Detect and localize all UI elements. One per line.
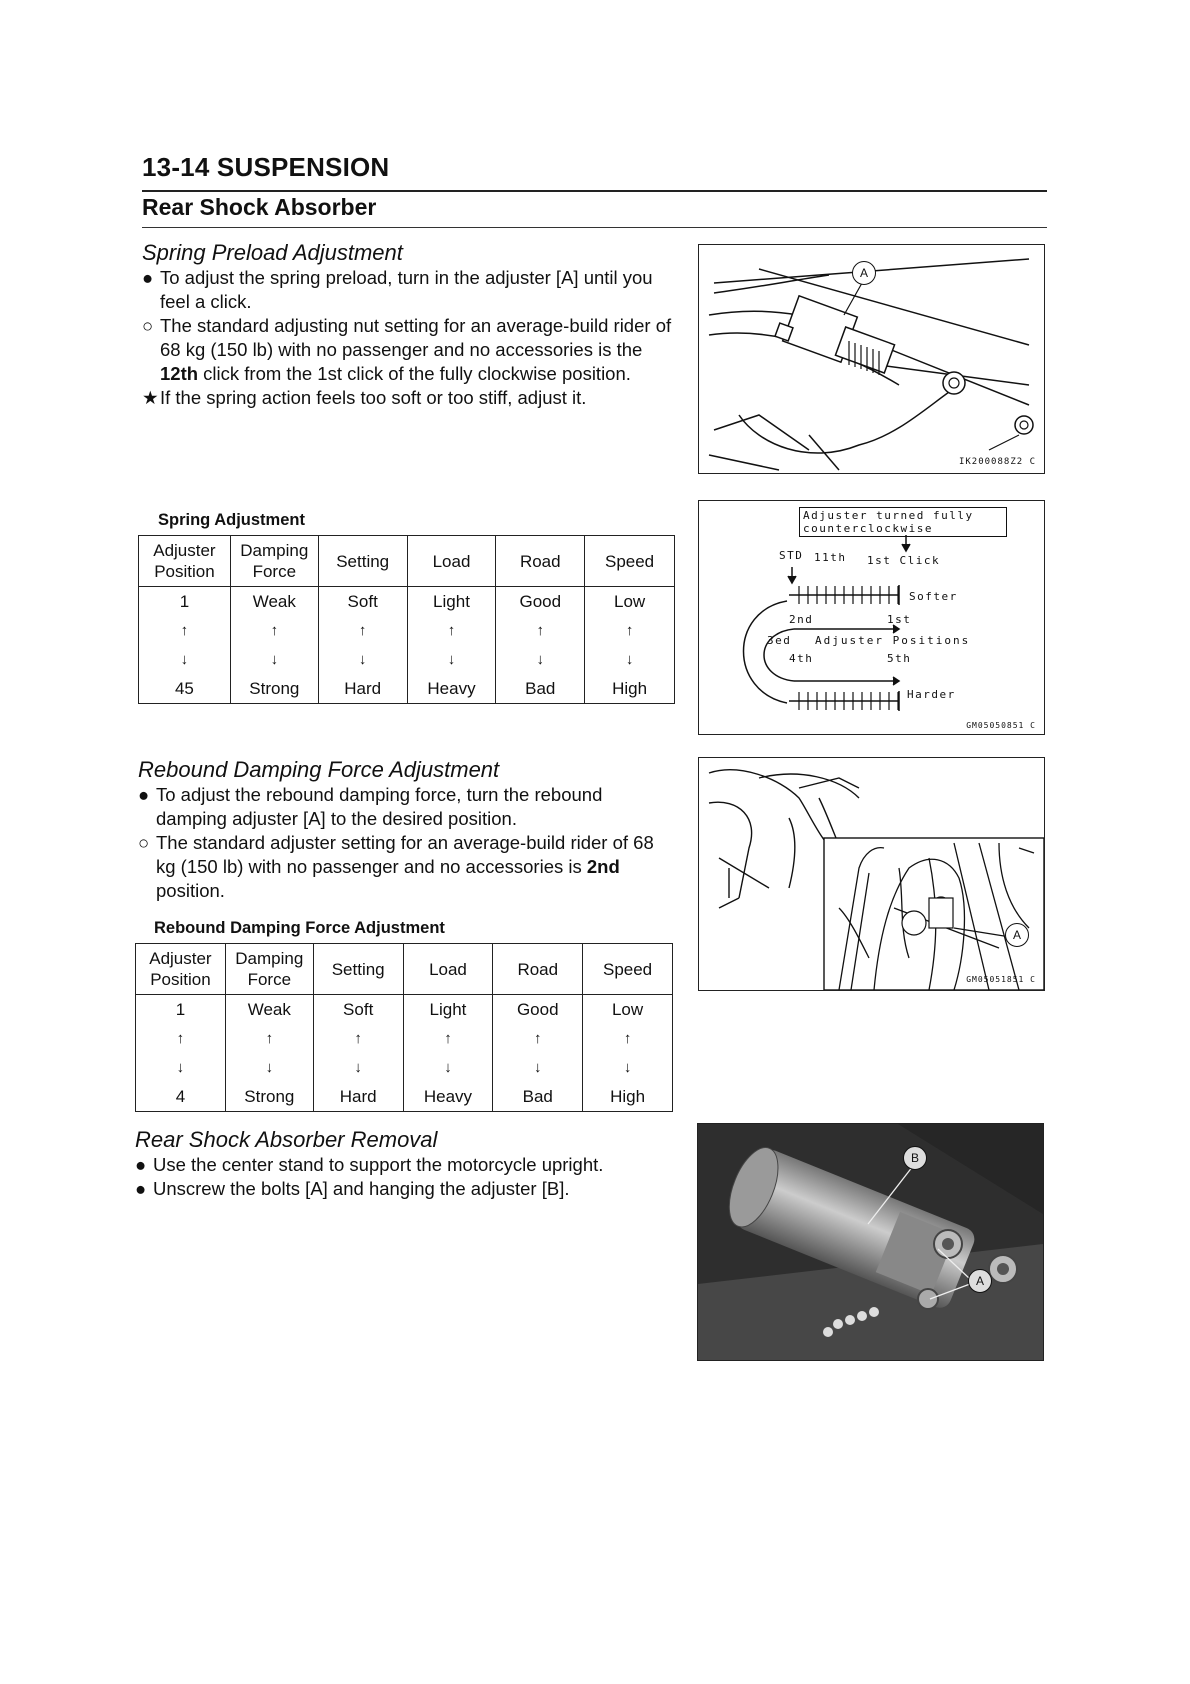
bullet-text: click from the 1st click of the fully clockwise position. <box>198 363 631 384</box>
col-header: Road <box>496 536 585 587</box>
down-arrow-icon: ↓ <box>225 1053 313 1082</box>
table-cell: Heavy <box>407 674 496 704</box>
table-cell: Strong <box>230 674 318 704</box>
fifth-position-label: 5th <box>887 652 912 665</box>
col-header: Load <box>407 536 496 587</box>
bullet-marker: ● <box>135 1178 147 1199</box>
adjuster-positions-label: Adjuster Positions <box>815 634 971 647</box>
table-cell: Good <box>496 587 585 617</box>
bullet-text: If the spring action feels too soft or too stiff, adjust it. <box>160 387 587 408</box>
figure-adjuster-positions <box>698 500 1045 735</box>
up-arrow-icon: ↑ <box>230 616 318 645</box>
down-arrow-icon: ↓ <box>496 645 585 674</box>
table-cell: Hard <box>313 1082 403 1112</box>
removal-text <box>135 1153 675 1201</box>
figure-code: GM05051851 C <box>966 975 1036 984</box>
rebound-table <box>135 943 673 1112</box>
up-arrow-icon: ↑ <box>585 616 675 645</box>
up-arrow-icon: ↑ <box>225 1024 313 1053</box>
rebound-table-title: Rebound Damping Force Adjustment <box>154 919 445 937</box>
up-arrow-icon: ↑ <box>407 616 496 645</box>
softer-label: Softer <box>909 590 958 603</box>
bullet-marker: ● <box>135 1154 147 1175</box>
bullet-text: To adjust the spring preload, turn in the adjuster [A] until you feel a click. <box>160 267 653 312</box>
bullet-text: Use the center stand to support the motorcycle upright. <box>153 1154 604 1175</box>
figure-code: GM05050851 C <box>966 721 1036 730</box>
section-rule <box>142 227 1047 228</box>
down-arrow-icon: ↓ <box>136 1053 226 1082</box>
table-cell: Soft <box>313 995 403 1025</box>
table-cell: 45 <box>139 674 231 704</box>
table-header-row <box>139 536 675 587</box>
down-arrow-icon: ↓ <box>585 645 675 674</box>
table-cell: 1 <box>139 587 231 617</box>
third-position-label: 3ed <box>767 634 792 647</box>
table-header-row <box>136 944 673 995</box>
list-item <box>135 1153 675 1177</box>
callout-a: A <box>968 1269 992 1293</box>
table-cell: High <box>585 674 675 704</box>
list-item <box>138 783 676 831</box>
bullet-text: position. <box>156 880 225 901</box>
down-arrow-icon: ↓ <box>583 1053 673 1082</box>
table-cell: Light <box>403 995 493 1025</box>
spring-preload-heading: Spring Preload Adjustment <box>142 240 403 265</box>
up-arrow-icon: ↑ <box>403 1024 493 1053</box>
fully-ccw-label: Adjuster turned fully counterclockwise <box>799 507 1007 537</box>
col-header: Damping Force <box>230 536 318 587</box>
up-arrow-icon: ↑ <box>583 1024 673 1053</box>
bullet-text: The standard adjusting nut setting for an average-build rider of 68 kg (150 lb) with no passenger and no accessories is the <box>160 315 672 360</box>
up-arrow-icon: ↑ <box>493 1024 583 1053</box>
spring-table-title: Spring Adjustment <box>158 511 305 529</box>
chapter-title: 13-14 SUSPENSION <box>142 152 390 182</box>
bullet-bold: 12th <box>160 363 199 384</box>
removal-heading: Rear Shock Absorber Removal <box>135 1127 438 1152</box>
col-header: Speed <box>585 536 675 587</box>
figure-code: IK200088Z2 C <box>958 457 1036 467</box>
col-header: Road <box>493 944 583 995</box>
up-arrow-icon: ↑ <box>496 616 585 645</box>
table-row <box>139 674 675 704</box>
table-cell: Light <box>407 587 496 617</box>
table-cell: Good <box>493 995 583 1025</box>
col-header: Load <box>403 944 493 995</box>
col-header: Adjuster Position <box>139 536 231 587</box>
table-row <box>136 1024 673 1053</box>
table-cell: Bad <box>493 1082 583 1112</box>
list-item <box>142 266 676 314</box>
table-cell: Weak <box>225 995 313 1025</box>
table-cell: Bad <box>496 674 585 704</box>
first-click-label: 1st Click <box>867 554 941 567</box>
first-position-label: 1st <box>887 613 912 626</box>
figure-spring-adjuster <box>698 244 1045 474</box>
down-arrow-icon: ↓ <box>139 645 231 674</box>
table-row <box>136 995 673 1025</box>
col-header: Adjuster Position <box>136 944 226 995</box>
table-cell: 1 <box>136 995 226 1025</box>
position-scale-illustration <box>699 501 1044 734</box>
table-row <box>139 645 675 674</box>
table-row <box>139 587 675 617</box>
down-arrow-icon: ↓ <box>313 1053 403 1082</box>
list-item <box>142 386 676 410</box>
table-cell: Heavy <box>403 1082 493 1112</box>
rebound-adjuster-illustration <box>699 758 1044 990</box>
down-arrow-icon: ↓ <box>230 645 318 674</box>
fourth-position-label: 4th <box>789 652 814 665</box>
bullet-text: To adjust the rebound damping force, turn the rebound damping adjuster [A] to the desired position. <box>156 784 603 829</box>
bullet-text: The standard adjuster setting for an average-build rider of 68 kg (150 lb) with no passenger and no accessories is <box>156 832 654 877</box>
callout-a: A <box>852 261 876 285</box>
down-arrow-icon: ↓ <box>407 645 496 674</box>
up-arrow-icon: ↑ <box>136 1024 226 1053</box>
bullet-marker: ★ <box>142 387 159 408</box>
list-item <box>135 1177 675 1201</box>
up-arrow-icon: ↑ <box>313 1024 403 1053</box>
bullet-bold: 2nd <box>586 856 620 877</box>
section-title: Rear Shock Absorber <box>142 194 377 220</box>
spring-table <box>138 535 675 704</box>
rebound-heading: Rebound Damping Force Adjustment <box>138 757 500 782</box>
std-label: STD <box>779 549 804 562</box>
list-item <box>138 831 676 903</box>
table-cell: Soft <box>318 587 407 617</box>
bullet-marker: ● <box>142 267 154 288</box>
header-rule <box>142 190 1047 192</box>
removal-photo-illustration <box>698 1124 1043 1360</box>
col-header: Setting <box>313 944 403 995</box>
bullet-text: Unscrew the bolts [A] and hanging the adjuster [B]. <box>153 1178 570 1199</box>
up-arrow-icon: ↑ <box>318 616 407 645</box>
up-arrow-icon: ↑ <box>139 616 231 645</box>
bullet-marker: ○ <box>138 832 150 853</box>
table-cell: 4 <box>136 1082 226 1112</box>
adjuster-body <box>775 296 895 373</box>
table-cell: Low <box>585 587 675 617</box>
col-header: Damping Force <box>225 944 313 995</box>
figure-rebound-adjuster <box>698 757 1045 991</box>
harder-label: Harder <box>907 688 956 701</box>
spring-preload-text <box>142 266 676 410</box>
eleventh-label: 11th <box>814 551 847 564</box>
table-cell: Weak <box>230 587 318 617</box>
col-header: Setting <box>318 536 407 587</box>
rebound-text <box>138 783 676 903</box>
figure-removal-photo <box>697 1123 1044 1361</box>
col-header: Speed <box>583 944 673 995</box>
callout-a: A <box>1005 923 1029 947</box>
table-row <box>139 616 675 645</box>
second-position-label: 2nd <box>789 613 814 626</box>
table-cell: Strong <box>225 1082 313 1112</box>
table-cell: Low <box>583 995 673 1025</box>
down-arrow-icon: ↓ <box>493 1053 583 1082</box>
table-cell: High <box>583 1082 673 1112</box>
list-item <box>142 314 676 386</box>
bullet-marker: ○ <box>142 315 154 336</box>
callout-b: B <box>903 1146 927 1170</box>
down-arrow-icon: ↓ <box>318 645 407 674</box>
table-row <box>136 1082 673 1112</box>
down-arrow-icon: ↓ <box>403 1053 493 1082</box>
table-cell: Hard <box>318 674 407 704</box>
bullet-marker: ● <box>138 784 150 805</box>
table-row <box>136 1053 673 1082</box>
